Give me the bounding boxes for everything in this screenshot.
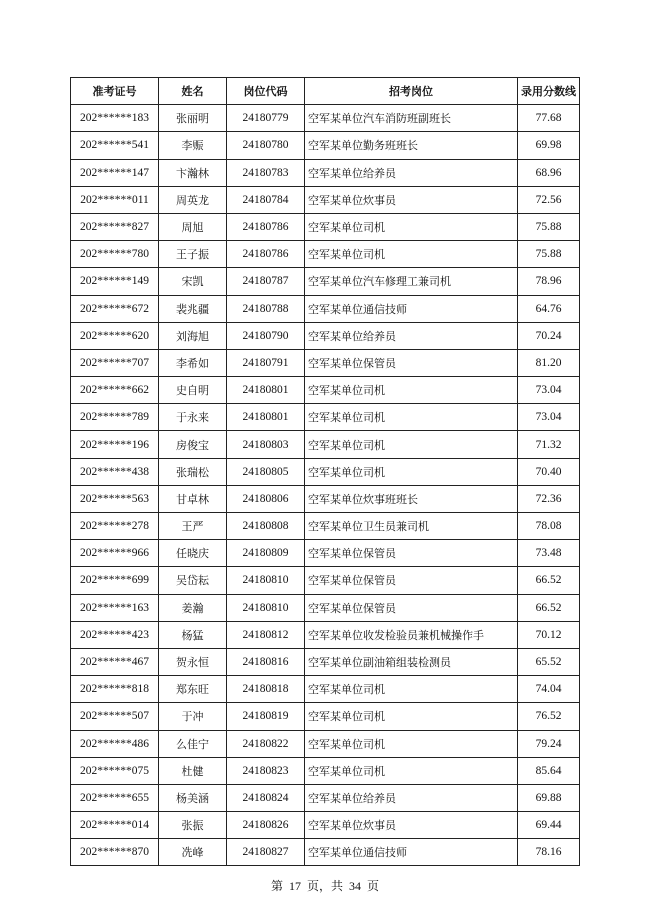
- post-cell: 空军某单位保管员: [305, 567, 518, 594]
- name-cell: 李赈: [159, 132, 227, 159]
- score-cell: 69.44: [518, 812, 580, 839]
- post-code-cell: 24180818: [227, 676, 305, 703]
- exam-id-cell: 202******011: [71, 186, 159, 213]
- post-cell: 空军某单位汽车修理工兼司机: [305, 268, 518, 295]
- table-row: [71, 132, 580, 159]
- post-cell: 空军某单位保管员: [305, 349, 518, 376]
- exam-id-cell: 202******662: [71, 377, 159, 404]
- name-cell: 裴兆疆: [159, 295, 227, 322]
- post-code-cell: 24180816: [227, 648, 305, 675]
- exam-id-cell: 202******827: [71, 213, 159, 240]
- score-cell: 76.52: [518, 703, 580, 730]
- name-cell: 王严: [159, 513, 227, 540]
- table-row: [71, 105, 580, 132]
- name-cell: 刘海旭: [159, 322, 227, 349]
- post-code-cell: 24180803: [227, 431, 305, 458]
- score-cell: 75.88: [518, 241, 580, 268]
- name-cell: 卞瀚林: [159, 159, 227, 186]
- exam-id-cell: 202******423: [71, 621, 159, 648]
- score-cell: 72.56: [518, 186, 580, 213]
- table-row: [71, 784, 580, 811]
- score-cell: 77.68: [518, 105, 580, 132]
- post-cell: 空军某单位通信技师: [305, 295, 518, 322]
- exam-id-cell: 202******147: [71, 159, 159, 186]
- exam-id-cell: 202******780: [71, 241, 159, 268]
- post-cell: 空军某单位给养员: [305, 784, 518, 811]
- exam-id-cell: 202******507: [71, 703, 159, 730]
- name-cell: 李希如: [159, 349, 227, 376]
- name-cell: 贺永恒: [159, 648, 227, 675]
- post-code-cell: 24180801: [227, 377, 305, 404]
- score-cell: 79.24: [518, 730, 580, 757]
- post-code-cell: 24180805: [227, 458, 305, 485]
- score-cell: 65.52: [518, 648, 580, 675]
- score-cell: 69.98: [518, 132, 580, 159]
- table-row: [71, 159, 580, 186]
- name-cell: 甘卓林: [159, 485, 227, 512]
- post-cell: 空军某单位司机: [305, 241, 518, 268]
- table-row: [71, 812, 580, 839]
- name-cell: 房俊宝: [159, 431, 227, 458]
- post-cell: 空军某单位勤务班班长: [305, 132, 518, 159]
- post-code-cell: 24180806: [227, 485, 305, 512]
- post-code-cell: 24180810: [227, 594, 305, 621]
- table-row: [71, 648, 580, 675]
- post-code-cell: 24180779: [227, 105, 305, 132]
- table-row: [71, 513, 580, 540]
- post-code-cell: 24180809: [227, 540, 305, 567]
- exam-id-cell: 202******163: [71, 594, 159, 621]
- score-cell: 70.24: [518, 322, 580, 349]
- table-row: [71, 186, 580, 213]
- post-cell: 空军某单位司机: [305, 730, 518, 757]
- score-cell: 85.64: [518, 757, 580, 784]
- name-cell: 杨猛: [159, 621, 227, 648]
- post-cell: 空军某单位司机: [305, 458, 518, 485]
- score-cell: 69.88: [518, 784, 580, 811]
- name-cell: 么佳宁: [159, 730, 227, 757]
- header-post: 招考岗位: [305, 78, 518, 105]
- page-number: 第 17 页，共 34 页: [270, 879, 379, 893]
- name-cell: 张振: [159, 812, 227, 839]
- post-code-cell: 24180791: [227, 349, 305, 376]
- table-row: [71, 594, 580, 621]
- exam-id-cell: 202******541: [71, 132, 159, 159]
- post-code-cell: 24180801: [227, 404, 305, 431]
- post-cell: 空军某单位司机: [305, 213, 518, 240]
- post-cell: 空军某单位通信技师: [305, 839, 518, 866]
- header-name: 姓名: [159, 78, 227, 105]
- post-code-cell: 24180823: [227, 757, 305, 784]
- exam-id-cell: 202******183: [71, 105, 159, 132]
- post-cell: 空军某单位副油箱组装检测员: [305, 648, 518, 675]
- name-cell: 张瑞松: [159, 458, 227, 485]
- score-cell: 66.52: [518, 567, 580, 594]
- results-table: [70, 77, 580, 866]
- exam-id-cell: 202******438: [71, 458, 159, 485]
- post-code-cell: 24180822: [227, 730, 305, 757]
- exam-id-cell: 202******672: [71, 295, 159, 322]
- score-cell: 73.04: [518, 377, 580, 404]
- post-cell: 空军某单位炊事员: [305, 186, 518, 213]
- post-code-cell: 24180824: [227, 784, 305, 811]
- table-row: [71, 730, 580, 757]
- score-cell: 78.08: [518, 513, 580, 540]
- post-code-cell: 24180786: [227, 213, 305, 240]
- table-row: [71, 322, 580, 349]
- post-cell: 空军某单位司机: [305, 404, 518, 431]
- post-cell: 空军某单位收发检验员兼机械操作手: [305, 621, 518, 648]
- table-row: [71, 431, 580, 458]
- post-code-cell: 24180810: [227, 567, 305, 594]
- table-row: [71, 349, 580, 376]
- name-cell: 姜瀚: [159, 594, 227, 621]
- post-code-cell: 24180788: [227, 295, 305, 322]
- name-cell: 张丽明: [159, 105, 227, 132]
- name-cell: 宋凯: [159, 268, 227, 295]
- score-cell: 73.48: [518, 540, 580, 567]
- post-cell: 空军某单位司机: [305, 377, 518, 404]
- exam-id-cell: 202******075: [71, 757, 159, 784]
- post-cell: 空军某单位司机: [305, 676, 518, 703]
- post-code-cell: 24180826: [227, 812, 305, 839]
- score-cell: 71.32: [518, 431, 580, 458]
- score-cell: 78.16: [518, 839, 580, 866]
- score-cell: 66.52: [518, 594, 580, 621]
- table-row: [71, 703, 580, 730]
- exam-id-cell: 202******699: [71, 567, 159, 594]
- post-code-cell: 24180787: [227, 268, 305, 295]
- post-cell: 空军某单位司机: [305, 703, 518, 730]
- table-row: [71, 404, 580, 431]
- exam-id-cell: 202******789: [71, 404, 159, 431]
- exam-id-cell: 202******467: [71, 648, 159, 675]
- name-cell: 吴岱耘: [159, 567, 227, 594]
- name-cell: 杨美涵: [159, 784, 227, 811]
- name-cell: 任晓庆: [159, 540, 227, 567]
- post-cell: 空军某单位给养员: [305, 322, 518, 349]
- post-cell: 空军某单位给养员: [305, 159, 518, 186]
- post-cell: 空军某单位保管员: [305, 594, 518, 621]
- post-cell: 空军某单位炊事员: [305, 812, 518, 839]
- post-code-cell: 24180786: [227, 241, 305, 268]
- score-cell: 68.96: [518, 159, 580, 186]
- post-code-cell: 24180784: [227, 186, 305, 213]
- exam-id-cell: 202******707: [71, 349, 159, 376]
- post-code-cell: 24180819: [227, 703, 305, 730]
- table-row: [71, 241, 580, 268]
- name-cell: 杜健: [159, 757, 227, 784]
- name-cell: 冼峰: [159, 839, 227, 866]
- post-cell: 空军某单位司机: [305, 431, 518, 458]
- score-cell: 70.12: [518, 621, 580, 648]
- name-cell: 于永来: [159, 404, 227, 431]
- name-cell: 郑东旺: [159, 676, 227, 703]
- score-cell: 78.96: [518, 268, 580, 295]
- score-cell: 81.20: [518, 349, 580, 376]
- table-row: [71, 839, 580, 866]
- post-code-cell: 24180783: [227, 159, 305, 186]
- name-cell: 周旭: [159, 213, 227, 240]
- post-cell: 空军某单位司机: [305, 757, 518, 784]
- table-row: [71, 295, 580, 322]
- post-code-cell: 24180812: [227, 621, 305, 648]
- header-score: 录用分数线: [518, 78, 580, 105]
- table-row: [71, 458, 580, 485]
- post-code-cell: 24180827: [227, 839, 305, 866]
- exam-id-cell: 202******655: [71, 784, 159, 811]
- post-cell: 空军某单位卫生员兼司机: [305, 513, 518, 540]
- post-cell: 空军某单位保管员: [305, 540, 518, 567]
- table-row: [71, 377, 580, 404]
- exam-id-cell: 202******966: [71, 540, 159, 567]
- score-cell: 64.76: [518, 295, 580, 322]
- score-cell: 73.04: [518, 404, 580, 431]
- table-header-row: [71, 78, 580, 105]
- table-row: [71, 621, 580, 648]
- post-cell: 空军某单位汽车消防班副班长: [305, 105, 518, 132]
- name-cell: 周英龙: [159, 186, 227, 213]
- exam-id-cell: 202******278: [71, 513, 159, 540]
- table-body: [71, 105, 580, 866]
- post-cell: 空军某单位炊事班班长: [305, 485, 518, 512]
- exam-id-cell: 202******620: [71, 322, 159, 349]
- exam-id-cell: 202******196: [71, 431, 159, 458]
- name-cell: 史自明: [159, 377, 227, 404]
- exam-id-cell: 202******563: [71, 485, 159, 512]
- exam-id-cell: 202******486: [71, 730, 159, 757]
- table-row: [71, 213, 580, 240]
- score-cell: 70.40: [518, 458, 580, 485]
- exam-id-cell: 202******870: [71, 839, 159, 866]
- post-code-cell: 24180808: [227, 513, 305, 540]
- score-cell: 72.36: [518, 485, 580, 512]
- table-row: [71, 485, 580, 512]
- score-cell: 75.88: [518, 213, 580, 240]
- post-code-cell: 24180780: [227, 132, 305, 159]
- header-exam-id: 准考证号: [71, 78, 159, 105]
- table-row: [71, 268, 580, 295]
- header-post-code: 岗位代码: [227, 78, 305, 105]
- table-row: [71, 676, 580, 703]
- exam-id-cell: 202******818: [71, 676, 159, 703]
- post-code-cell: 24180790: [227, 322, 305, 349]
- table-row: [71, 757, 580, 784]
- exam-id-cell: 202******149: [71, 268, 159, 295]
- exam-id-cell: 202******014: [71, 812, 159, 839]
- name-cell: 王子振: [159, 241, 227, 268]
- table-row: [71, 567, 580, 594]
- table-row: [71, 540, 580, 567]
- score-cell: 74.04: [518, 676, 580, 703]
- name-cell: 于冲: [159, 703, 227, 730]
